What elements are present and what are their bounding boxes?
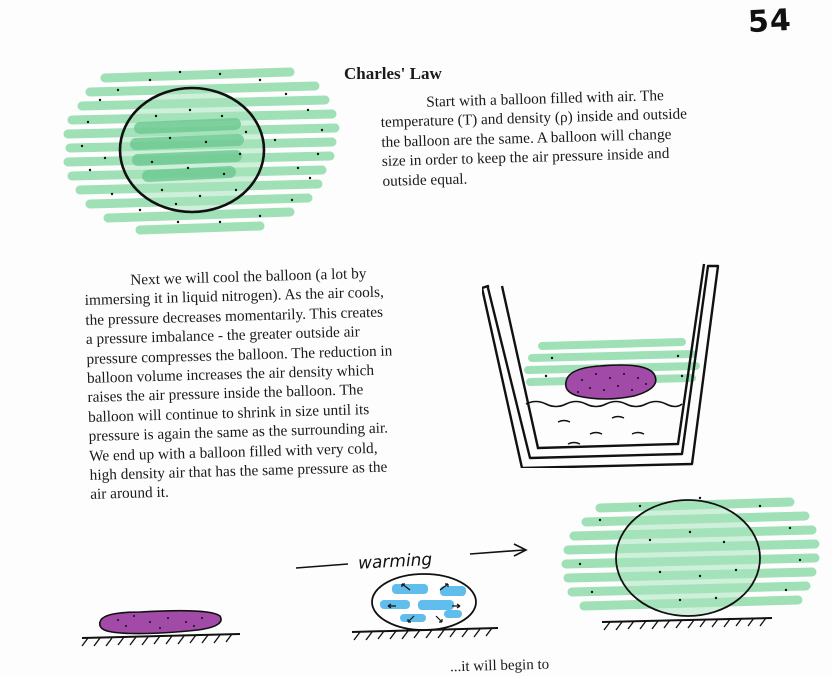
warming-sequence-drawing — [0, 480, 832, 672]
intro-line: size in order to keep the air pressure inside and — [381, 145, 670, 171]
cooling-line: immersing it in liquid nitrogen). As the air cools, — [84, 284, 385, 310]
ground-line — [82, 634, 240, 638]
intro-paragraph — [380, 85, 689, 191]
liquid-nitrogen-container-drawing — [482, 258, 732, 468]
cooling-line: high density air that has the same pressure as the — [89, 458, 388, 484]
cold-balloon — [566, 365, 656, 399]
balloon-outline — [120, 88, 264, 212]
initial-balloon-drawing — [60, 50, 350, 240]
page-title: Charles' Law — [344, 64, 442, 83]
continued-text: ...it will begin to — [449, 656, 550, 676]
expanded-balloon — [616, 500, 760, 616]
cooling-line: raises the air pressure inside the balloon. The — [87, 381, 364, 407]
cooling-line: air around it. — [89, 484, 170, 504]
cooling-line: balloon will continue to shrink in size until its — [87, 400, 370, 426]
flat-cold-balloon — [100, 611, 221, 634]
cooling-paragraph — [84, 263, 396, 504]
cooling-line: We end up with a balloon filled with very cold, — [88, 439, 378, 465]
intro-line: Start with a balloon filled with air. The — [426, 87, 665, 111]
cooling-line: Next we will cool the balloon (a lot by — [130, 265, 367, 289]
cooling-line: a pressure imbalance - the greater outside air — [85, 323, 360, 349]
page-number: 54 — [747, 2, 793, 41]
cooling-line: the pressure decreases momentarily. This creates — [85, 303, 384, 329]
intro-line: outside equal. — [382, 170, 468, 190]
cooling-line: pressure compresses the balloon. The reduction in — [86, 342, 393, 368]
cooling-line: balloon volume increases the air density which — [86, 361, 375, 387]
warming-label: warming — [357, 549, 433, 574]
cooling-line: pressure is again the same as the surrounding air. — [88, 419, 389, 446]
intro-line: temperature (T) and density (ρ) inside and outside — [380, 105, 688, 132]
intro-line: the balloon are the same. A balloon will change — [381, 125, 672, 151]
